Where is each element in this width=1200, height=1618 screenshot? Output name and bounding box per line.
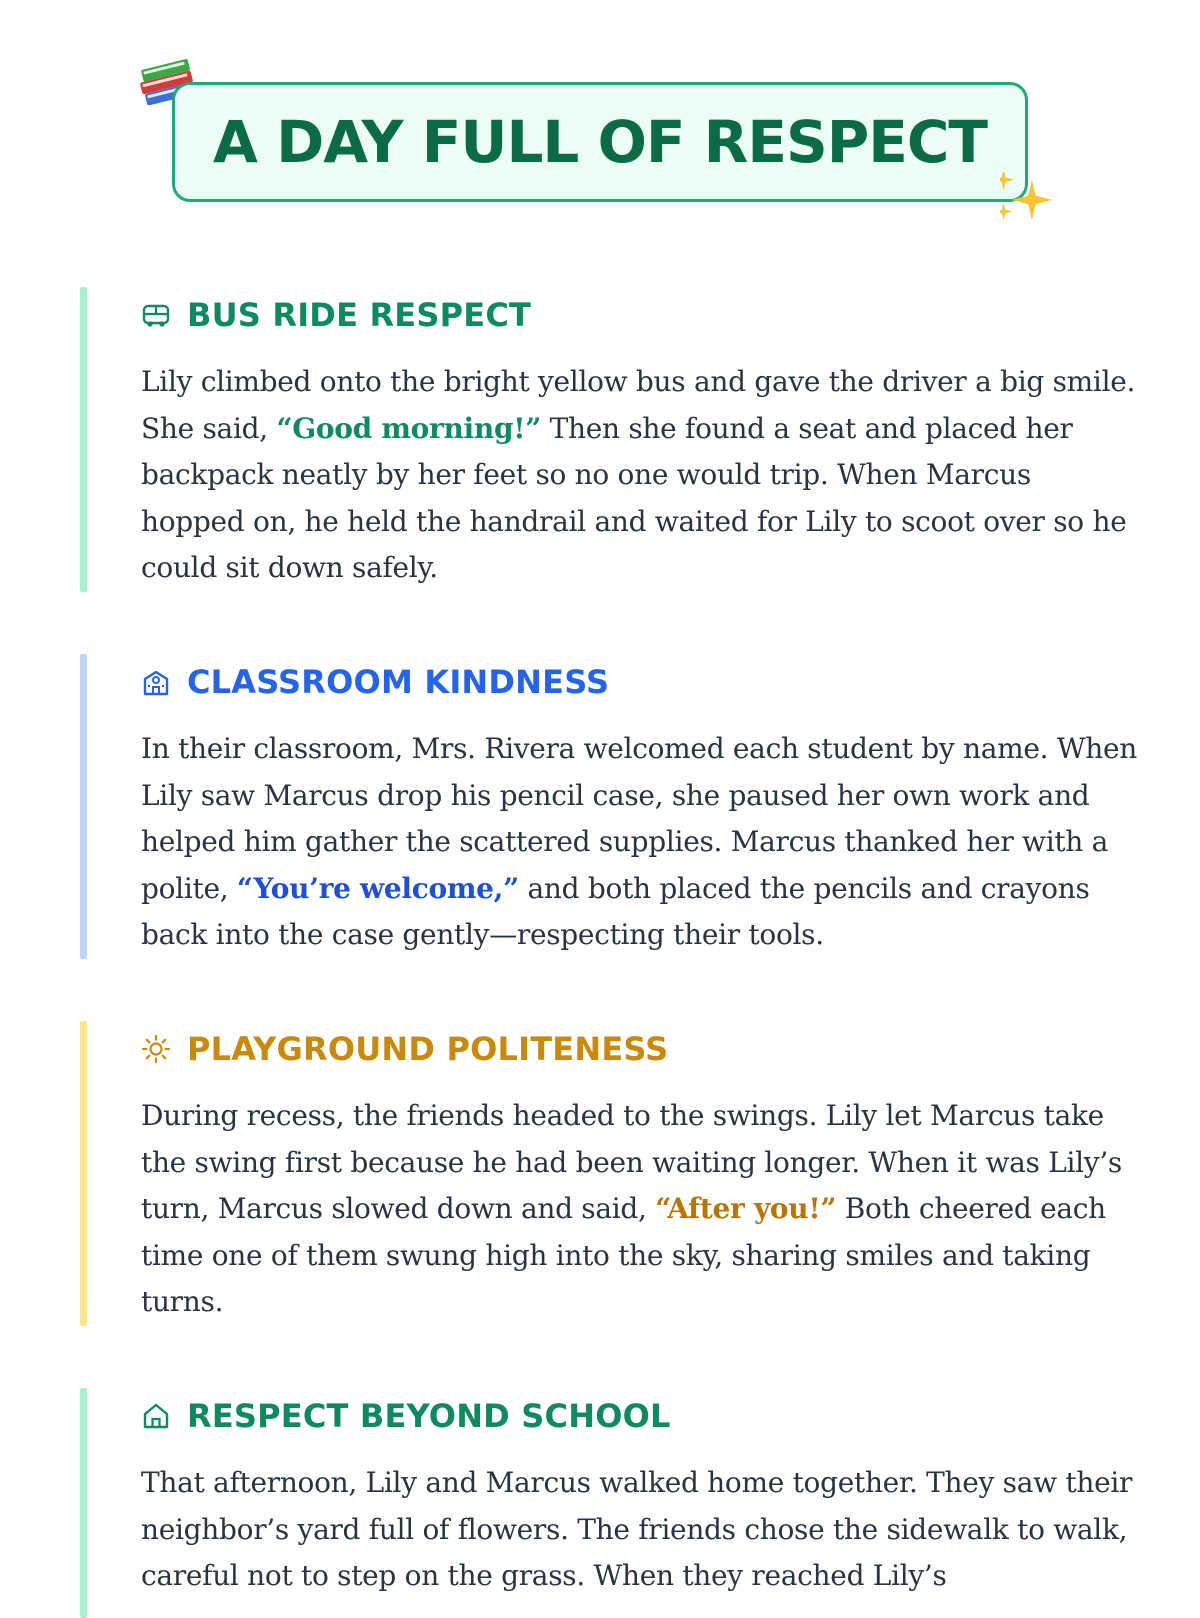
section-text — [141, 359, 1141, 592]
sparkles-icon — [1000, 172, 1072, 244]
section-beyond-school — [80, 1388, 1140, 1618]
section-title: PLAYGROUND POLITENESS — [187, 1030, 669, 1068]
highlight-quote: “After you!” — [655, 1192, 837, 1225]
section-header — [141, 291, 1140, 339]
body-text: Both cheered each time one of them swung high into the sky, sharing smiles and taking turns. — [141, 1192, 1106, 1318]
body-text: Then she found a seat and placed her backpack neatly by her feet so no one would trip. When Marcus hopped on, he held the handrail and waited for Lily to scoot over so he could sit down safely. — [141, 411, 1127, 584]
section-accent-bar — [80, 1388, 87, 1618]
section-classroom — [80, 654, 1140, 959]
home-icon — [141, 1401, 171, 1431]
section-text — [141, 726, 1141, 959]
highlight-quote: “You’re welcome,” — [236, 871, 519, 905]
title-box — [172, 82, 1028, 202]
highlight-quote: “Good morning!” — [276, 411, 542, 445]
page-title: A DAY FULL OF RESPECT — [212, 108, 987, 176]
title-banner — [172, 82, 1032, 206]
section-accent-bar — [80, 1021, 87, 1326]
section-playground — [80, 1021, 1140, 1326]
section-header — [141, 1392, 1140, 1440]
body-text: and both placed the pencils and crayons back into the case gently—respecting their tools. — [141, 871, 1090, 951]
bus-icon — [141, 300, 171, 330]
section-text — [141, 1460, 1141, 1600]
body-text: In their classroom, Mrs. Rivera welcomed each student by name. When Lily saw Marcus drop his pencil case, she paused her own work and helped him gather the scattered supplies. Marcus thanked her with a polite, — [141, 732, 1138, 905]
section-text — [141, 1093, 1141, 1326]
section-accent-bar — [80, 287, 87, 592]
section-title: CLASSROOM KINDNESS — [187, 663, 610, 701]
sun-icon — [141, 1034, 171, 1064]
school-icon — [141, 667, 171, 697]
section-header — [141, 658, 1140, 706]
section-title: RESPECT BEYOND SCHOOL — [187, 1397, 671, 1435]
section-bus-ride — [80, 287, 1140, 592]
section-header — [141, 1025, 1140, 1073]
body-text: During recess, the friends headed to the swings. Lily let Marcus take the swing first because he had been waiting longer. When it was Lily’s turn, Marcus slowed down and said, — [141, 1099, 1122, 1225]
body-text: Lily climbed onto the bright yellow bus and gave the driver a big smile. She said, — [141, 365, 1136, 445]
section-title: BUS RIDE RESPECT — [187, 296, 532, 334]
body-text: That afternoon, Lily and Marcus walked home together. They saw their neighbor’s yard full of flowers. The friends chose the sidewalk to walk, careful not to step on the grass. When they reached Lily’s — [141, 1466, 1133, 1592]
section-accent-bar — [80, 654, 87, 959]
